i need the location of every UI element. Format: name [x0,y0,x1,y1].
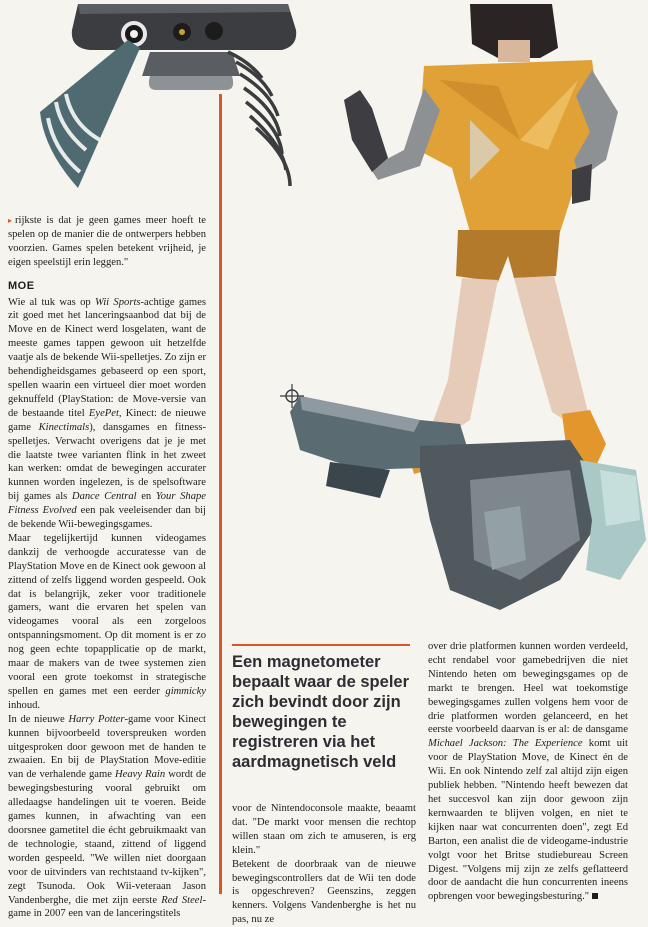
paragraph: over drie platformen kunnen worden verdeeld, echt rendabel voor gamebedrijven die niet Nintendo heten om bewegingsgames op de markt te brengen. Heel wat toekomstige bewegingsgames zullen volgens hem voor de drie platformen worden gelanceerd, en het eerste voorbeeld daarvan is er al: de dansgame Michael Jackson: The Experience komt uit voor de PlayStation Move, de Kinect én de Wii. En ook Nintendo zelf zal altijd zijn eigen publiek hebben. "Nintendo heeft bewezen dat het succesvol kan zijn door gewoon zijn kernwaarden te blijven volgen, en niet te kijken naar wat concurrenten doen", zegt Ed Barton, een analist die de videogame-industrie volgt voor het Britse studiebureau Screen Digest. "Volgens mij zijn ze zelfs geflatteerd door de aandacht die hun concurrenten ineens opbrengen voor bewegingsbesturing." [428,641,628,903]
right-text-column [428,640,628,904]
intro-paragraph: ▸ rijkste is dat je geen games meer hoeft te spelen op de manier die de ontwerpers hebben voorzien. Games spelen betekent vrijheid, je eigen speelstijl erin leggen." [8,215,206,268]
end-mark-icon [592,893,598,899]
paragraph: voor de Nintendoconsole maakte, beaamt dat. "De markt voor mensen die rechtop willen staan om zich te amuseren, is erg klein." [232,803,416,856]
section-heading: MOE [8,279,35,292]
paragraph: Betekent de doorbraak van de nieuwe bewegingscontrollers dat de Wii ten dode is opgeschreven? Geenszins, zeggen kenners. Volgens Vandenberghe is het nu pas, nu ze [232,858,416,926]
triangle-bullet-icon: ▸ [8,216,13,225]
paragraph: In de nieuwe Harry Potter-game voor Kinect kunnen bijvoorbeeld toverspreuken worden uitgesproken door gewoon met de handen te zwaaien. En bij de PlayStation Move-editie van de verhalende game Heavy Rain wordt de bewegingsbesturing vooral gebruikt om alledaagse handelingen uit te voeren. Beide games kunnen, in afwachting van een doorsnee gametitel die écht gebruikmaakt van de technologie, staand, zittend of liggend worden gespeeld. "We willen niet doorgaan voor de uitvinders van rechtstaand tv-kijken", zegt Tsunoda. Ook Wii-veteraan Jason Vandenberghe, die met zijn eerste Red Steel-game in 2007 een van de lanceringstitels [8,713,206,920]
paragraph: Maar tegelijkertijd kunnen videogames dankzij de verhoogde accuratesse van de PlayStation Move en de Kinect ook gewoon al zittend of zelfs liggend worden gespeeld. Ook dat is belangrijk, zeker voor traditionele gamers, want die ervaren het spelen van videogames vooral als een zorgeloos ontspanningsmoment. Op dit moment is er zo nog geen echte topapplicatie op de markt, maar de makers van de twee systemen zien vooral een grote toekomst in strategische spellen en games met een eerder gimmicky inhoud. [8,532,206,711]
pull-quote-rule [232,644,410,646]
pull-quote: Een magnetometer bepaalt waar de speler zich bevindt door zijn bewegingen te registreren via het aardmagnetisch veld [232,653,409,771]
column-divider [219,94,222,894]
left-text-column [8,214,206,921]
paragraph: Wie al tuk was op Wii Sports-achtige games zit goed met het lanceringsaanbod dat bij de Move en de Kinect werd losgelaten, want de meeste games tappen gewoon uit hetzelfde vaatje als de bekende Wii-spelletjes. Zo zijn er behendigheidsgames gebaseerd op een sport, spellen waarin een virtueel dier moet worden geknuffeld (PlayStation: de Move-versie van de bestaande titel EyePet, Kinect: de nieuwe game Kinectimals), dansgames en fitness-spelletjes. Verwacht overigens dat je je met die laatste twee varianten flink in het zweet kan werken: omdat de bewegingen accurater kunnen worden ingelezen, is de spelsoftware bij games als Dance Central en Your Shape Fitness Evolved een pak veeleisender dan bij de bekende Wii-bewegingsgames. [8,296,206,531]
middle-text-column [232,802,416,927]
player-figure [344,4,618,474]
signal-beam [40,40,140,188]
